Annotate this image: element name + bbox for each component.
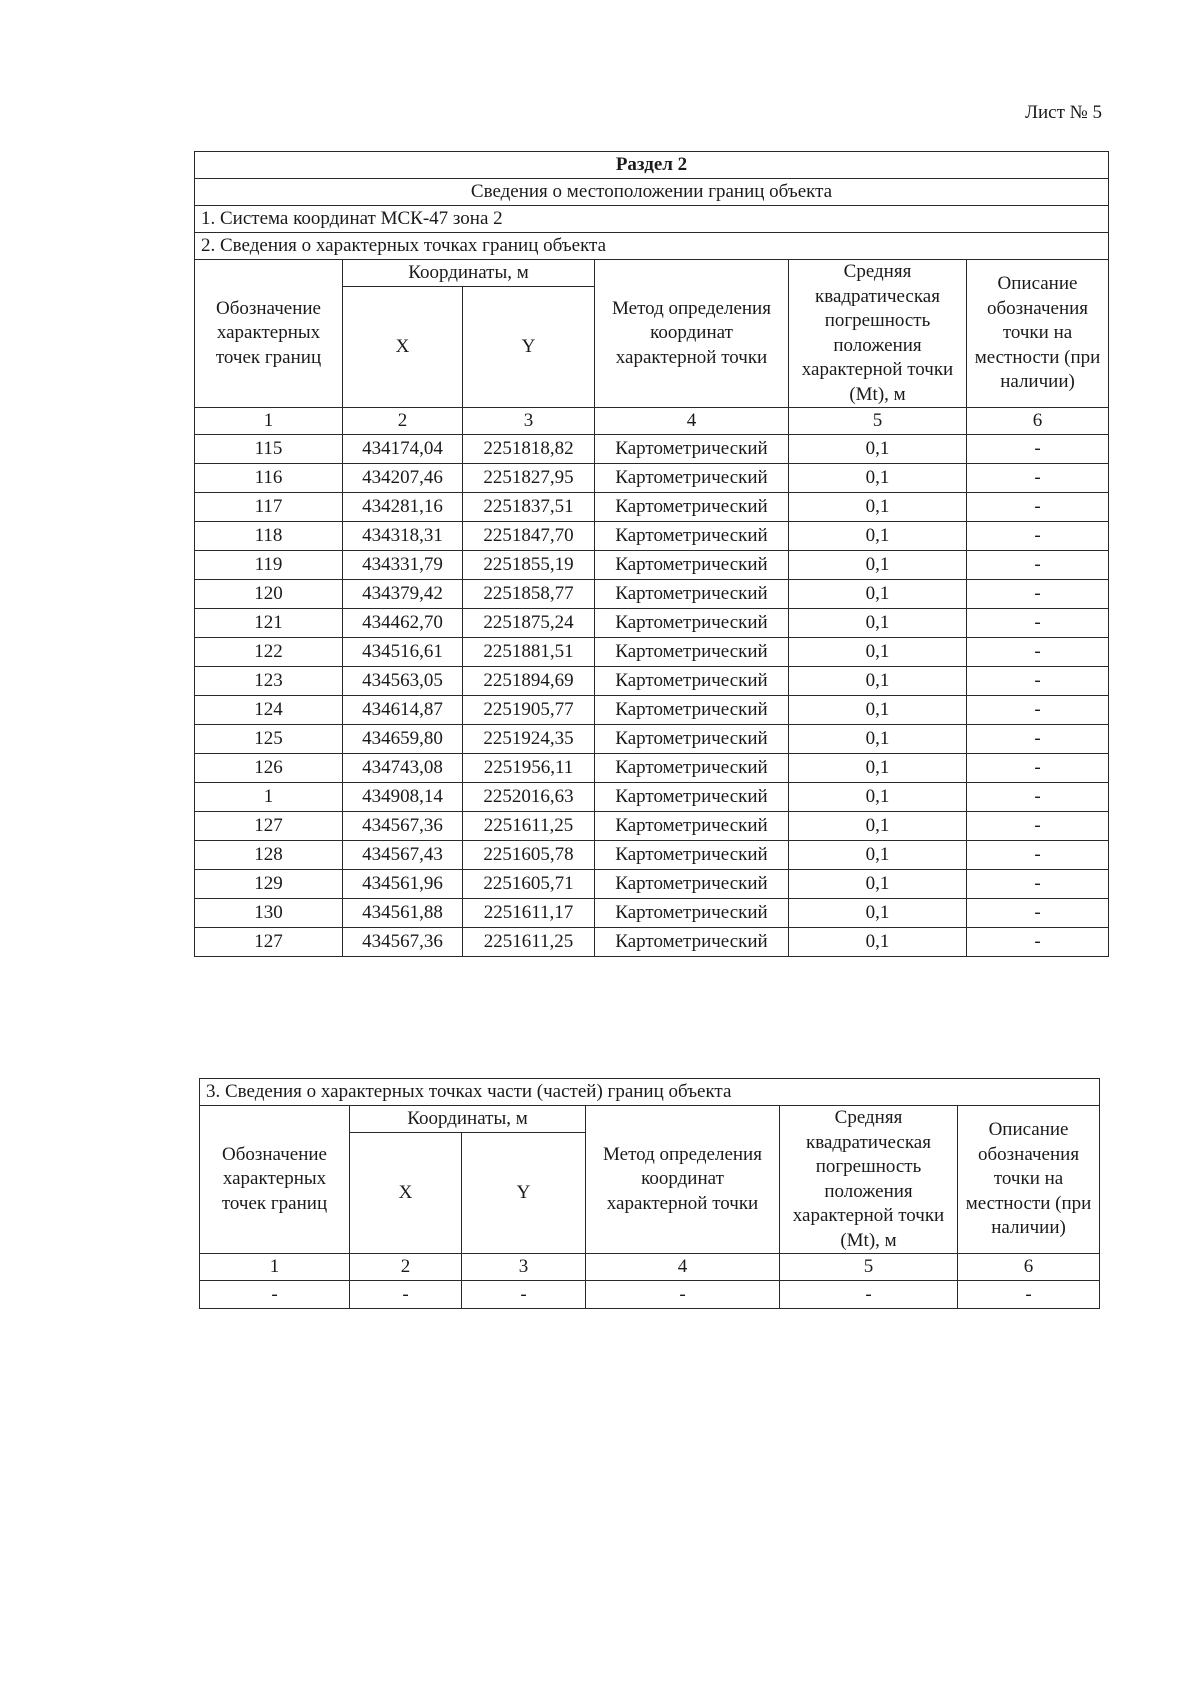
table-row xyxy=(195,841,1109,870)
description: - xyxy=(967,522,1109,551)
table-row xyxy=(195,696,1109,725)
point-id: 119 xyxy=(195,551,343,580)
header-method: Метод определения координат характерной точки xyxy=(586,1106,780,1254)
coord-y: 2251818,82 xyxy=(463,435,595,464)
header-accuracy: Средняя квадратическая погрешность положения характерной точки (Mt), м xyxy=(789,260,967,408)
points-heading: 2. Сведения о характерных точках границ объекта xyxy=(195,233,1109,260)
column-number: 6 xyxy=(967,408,1109,435)
coord-y: 2251605,78 xyxy=(463,841,595,870)
coordinate-system: 1. Система координат МСК-47 зона 2 xyxy=(195,206,1109,233)
accuracy-mt: 0,1 xyxy=(789,841,967,870)
column-number: 3 xyxy=(462,1254,586,1281)
coord-x: 434563,05 xyxy=(343,667,463,696)
method: Картометрический xyxy=(595,609,789,638)
column-number: 1 xyxy=(195,408,343,435)
accuracy-mt: 0,1 xyxy=(789,609,967,638)
point-id: 120 xyxy=(195,580,343,609)
accuracy-mt: - xyxy=(780,1281,958,1309)
method: Картометрический xyxy=(595,435,789,464)
accuracy-mt: 0,1 xyxy=(789,551,967,580)
description: - xyxy=(967,725,1109,754)
column-numbers-row xyxy=(195,408,1109,435)
accuracy-mt: 0,1 xyxy=(789,899,967,928)
point-id: 115 xyxy=(195,435,343,464)
header-y: Y xyxy=(462,1133,586,1254)
coord-x: - xyxy=(350,1281,462,1309)
point-id: 126 xyxy=(195,754,343,783)
coord-x: 434379,42 xyxy=(343,580,463,609)
column-number: 4 xyxy=(595,408,789,435)
point-id: 125 xyxy=(195,725,343,754)
table-row xyxy=(195,667,1109,696)
description: - xyxy=(958,1281,1100,1309)
column-number: 2 xyxy=(350,1254,462,1281)
description: - xyxy=(967,551,1109,580)
part-points-heading: 3. Сведения о характерных точках части (частей) границ объекта xyxy=(200,1079,1100,1106)
column-number: 6 xyxy=(958,1254,1100,1281)
coord-y: 2251827,95 xyxy=(463,464,595,493)
header-description: Описание обозначения точки на местности (при наличии) xyxy=(967,260,1109,408)
coord-y: 2251611,25 xyxy=(463,928,595,957)
accuracy-mt: 0,1 xyxy=(789,493,967,522)
table-row xyxy=(195,493,1109,522)
header-coordinates: Координаты, м xyxy=(343,260,595,287)
description: - xyxy=(967,899,1109,928)
description: - xyxy=(967,754,1109,783)
coord-y: 2251837,51 xyxy=(463,493,595,522)
accuracy-mt: 0,1 xyxy=(789,667,967,696)
method: Картометрический xyxy=(595,522,789,551)
header-x: X xyxy=(343,287,463,408)
column-number: 4 xyxy=(586,1254,780,1281)
accuracy-mt: 0,1 xyxy=(789,522,967,551)
part-boundary-points-table xyxy=(199,1078,1100,1309)
point-id: 128 xyxy=(195,841,343,870)
section-title: Раздел 2 xyxy=(195,152,1109,179)
coord-y: 2251611,25 xyxy=(463,812,595,841)
point-id: 127 xyxy=(195,812,343,841)
method: Картометрический xyxy=(595,464,789,493)
description: - xyxy=(967,812,1109,841)
method: Картометрический xyxy=(595,870,789,899)
boundary-points-table xyxy=(194,151,1109,957)
description: - xyxy=(967,696,1109,725)
header-designation: Обозначение характерных точек границ xyxy=(195,260,343,408)
accuracy-mt: 0,1 xyxy=(789,928,967,957)
point-id: 117 xyxy=(195,493,343,522)
point-id: 123 xyxy=(195,667,343,696)
section-subtitle: Сведения о местоположении границ объекта xyxy=(195,179,1109,206)
table-row xyxy=(195,928,1109,957)
coord-x: 434743,08 xyxy=(343,754,463,783)
accuracy-mt: 0,1 xyxy=(789,580,967,609)
coord-y: - xyxy=(462,1281,586,1309)
column-number: 2 xyxy=(343,408,463,435)
coord-x: 434462,70 xyxy=(343,609,463,638)
coord-x: 434281,16 xyxy=(343,493,463,522)
description: - xyxy=(967,870,1109,899)
table-row xyxy=(195,580,1109,609)
table-row xyxy=(195,522,1109,551)
table-row xyxy=(195,754,1109,783)
table-row xyxy=(195,464,1109,493)
method: Картометрический xyxy=(595,783,789,812)
accuracy-mt: 0,1 xyxy=(789,435,967,464)
accuracy-mt: 0,1 xyxy=(789,870,967,899)
description: - xyxy=(967,928,1109,957)
accuracy-mt: 0,1 xyxy=(789,725,967,754)
point-id: 118 xyxy=(195,522,343,551)
description: - xyxy=(967,435,1109,464)
coord-x: 434561,88 xyxy=(343,899,463,928)
coord-y: 2251855,19 xyxy=(463,551,595,580)
header-x: X xyxy=(350,1133,462,1254)
coord-x: 434614,87 xyxy=(343,696,463,725)
coord-x: 434516,61 xyxy=(343,638,463,667)
coord-x: 434331,79 xyxy=(343,551,463,580)
description: - xyxy=(967,609,1109,638)
coord-x: 434567,36 xyxy=(343,928,463,957)
coord-y: 2251611,17 xyxy=(463,899,595,928)
table-row xyxy=(195,725,1109,754)
column-numbers-row xyxy=(200,1254,1100,1281)
description: - xyxy=(967,667,1109,696)
header-designation: Обозначение характерных точек границ xyxy=(200,1106,350,1254)
coord-x: 434318,31 xyxy=(343,522,463,551)
description: - xyxy=(967,783,1109,812)
header-coordinates: Координаты, м xyxy=(350,1106,586,1133)
method: Картометрический xyxy=(595,580,789,609)
table-row xyxy=(195,870,1109,899)
header-accuracy: Средняя квадратическая погрешность положения характерной точки (Mt), м xyxy=(780,1106,958,1254)
method: Картометрический xyxy=(595,667,789,696)
description: - xyxy=(967,638,1109,667)
method: Картометрический xyxy=(595,841,789,870)
method: Картометрический xyxy=(595,725,789,754)
table-row xyxy=(195,783,1109,812)
point-id: 1 xyxy=(195,783,343,812)
accuracy-mt: 0,1 xyxy=(789,464,967,493)
column-number: 1 xyxy=(200,1254,350,1281)
coord-x: 434207,46 xyxy=(343,464,463,493)
table-row xyxy=(195,899,1109,928)
point-id: 124 xyxy=(195,696,343,725)
coord-x: 434174,04 xyxy=(343,435,463,464)
coord-x: 434561,96 xyxy=(343,870,463,899)
table-row xyxy=(200,1281,1100,1309)
sheet-number: Лист № 5 xyxy=(1025,102,1102,123)
accuracy-mt: 0,1 xyxy=(789,754,967,783)
point-id: 129 xyxy=(195,870,343,899)
column-number: 5 xyxy=(780,1254,958,1281)
coord-y: 2251858,77 xyxy=(463,580,595,609)
description: - xyxy=(967,841,1109,870)
coord-y: 2251605,71 xyxy=(463,870,595,899)
column-number: 5 xyxy=(789,408,967,435)
coord-x: 434659,80 xyxy=(343,725,463,754)
table-row xyxy=(195,609,1109,638)
coord-y: 2251956,11 xyxy=(463,754,595,783)
point-id: 130 xyxy=(195,899,343,928)
description: - xyxy=(967,493,1109,522)
table-row xyxy=(195,435,1109,464)
coord-y: 2252016,63 xyxy=(463,783,595,812)
method: Картометрический xyxy=(595,754,789,783)
coord-y: 2251894,69 xyxy=(463,667,595,696)
method: Картометрический xyxy=(595,928,789,957)
method: Картометрический xyxy=(595,551,789,580)
table-row xyxy=(195,551,1109,580)
point-id: 127 xyxy=(195,928,343,957)
coord-y: 2251847,70 xyxy=(463,522,595,551)
header-method: Метод определения координат характерной точки xyxy=(595,260,789,408)
method: Картометрический xyxy=(595,696,789,725)
table-row xyxy=(195,638,1109,667)
method: Картометрический xyxy=(595,812,789,841)
coord-y: 2251875,24 xyxy=(463,609,595,638)
accuracy-mt: 0,1 xyxy=(789,783,967,812)
description: - xyxy=(967,580,1109,609)
coord-y: 2251881,51 xyxy=(463,638,595,667)
header-y: Y xyxy=(463,287,595,408)
point-id: 116 xyxy=(195,464,343,493)
coord-x: 434567,43 xyxy=(343,841,463,870)
coord-y: 2251924,35 xyxy=(463,725,595,754)
point-id: 121 xyxy=(195,609,343,638)
method: Картометрический xyxy=(595,493,789,522)
description: - xyxy=(967,464,1109,493)
point-id: - xyxy=(200,1281,350,1309)
coord-x: 434908,14 xyxy=(343,783,463,812)
point-id: 122 xyxy=(195,638,343,667)
method: Картометрический xyxy=(595,899,789,928)
table-row xyxy=(195,812,1109,841)
method: Картометрический xyxy=(595,638,789,667)
accuracy-mt: 0,1 xyxy=(789,812,967,841)
coord-y: 2251905,77 xyxy=(463,696,595,725)
coord-x: 434567,36 xyxy=(343,812,463,841)
method: - xyxy=(586,1281,780,1309)
header-description: Описание обозначения точки на местности (при наличии) xyxy=(958,1106,1100,1254)
accuracy-mt: 0,1 xyxy=(789,638,967,667)
accuracy-mt: 0,1 xyxy=(789,696,967,725)
column-number: 3 xyxy=(463,408,595,435)
